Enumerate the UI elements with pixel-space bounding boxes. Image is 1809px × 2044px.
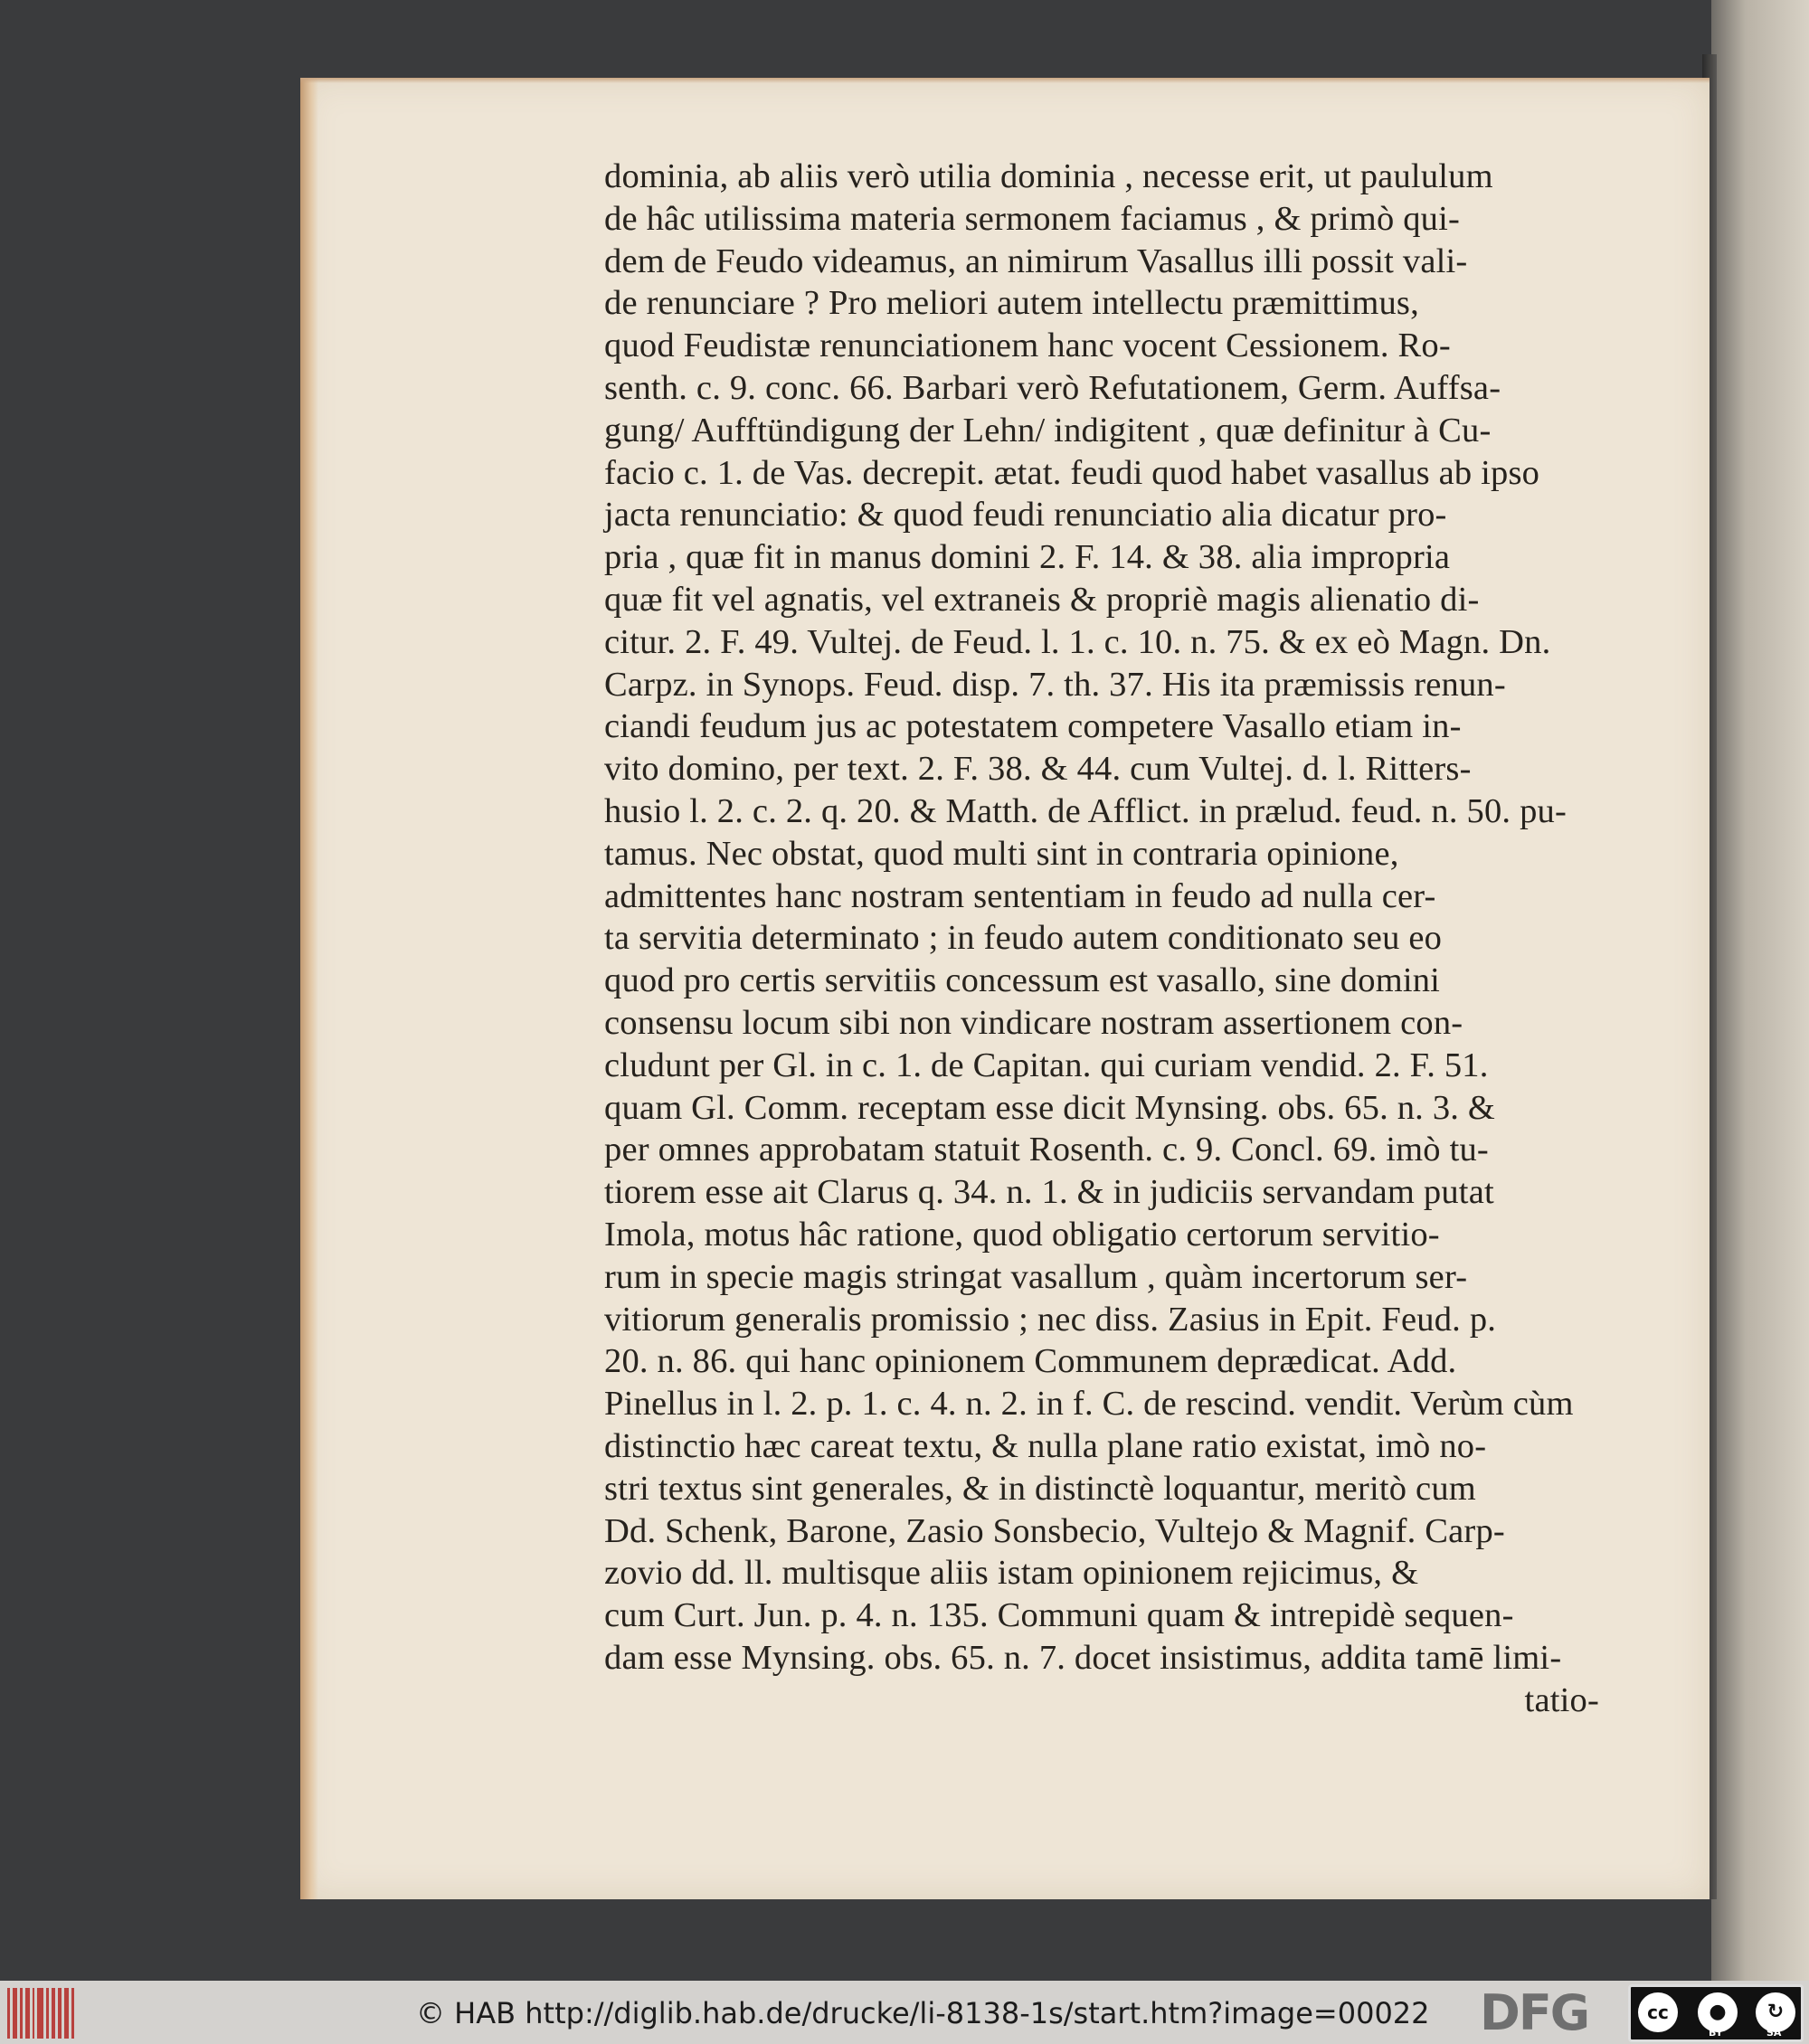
text-line: cum Curt. Jun. p. 4. n. 135. Communi quam & intrepidè sequen- — [604, 1596, 1514, 1635]
text-line: Imola, motus hâc ratione, quod obligatio certorum servitio- — [604, 1215, 1440, 1254]
sa-label: SA — [1766, 2027, 1782, 2039]
text-line: de hâc utilissima materia sermonem faciamus , & primò qui- — [604, 199, 1461, 238]
text-line: vito domino, per text. 2. F. 38. & 44. cum Vultej. d. l. Ritters- — [604, 750, 1472, 789]
text-line: vitiorum generalis promissio ; nec diss. Zasius in Epit. Feud. p. — [604, 1300, 1497, 1339]
text-line: tamus. Nec obstat, quod multi sint in contraria opinione, — [604, 834, 1399, 873]
text-line: consensu locum sibi non vindicare nostram assertionem con- — [604, 1003, 1463, 1042]
page-top-edge — [300, 78, 1710, 83]
by-label: BY — [1709, 2027, 1723, 2039]
text-line: dam esse Mynsing. obs. 65. n. 7. docet insistimus, addita tamē limi- — [604, 1638, 1562, 1677]
by-icon: ● — [1698, 1992, 1738, 2032]
text-line: quod Feudistæ renunciationem hanc vocent Cessionem. Ro- — [604, 326, 1451, 365]
barcode-logo-icon[interactable] — [7, 1988, 74, 2039]
text-line: Pinellus in l. 2. p. 1. c. 4. n. 2. in f. C. de rescind. vendit. Verùm cùm — [604, 1385, 1574, 1424]
text-line: facio c. 1. de Vas. decrepit. ætat. feudi quod habet vasallus ab ipso — [604, 453, 1540, 492]
text-line: citur. 2. F. 49. Vultej. de Feud. l. 1. c. 10. n. 75. & ex eò Magn. Dn. — [604, 622, 1551, 661]
sa-icon: ↻ — [1756, 1992, 1795, 2032]
text-line: quod pro certis servitiis concessum est vasallo, sine domini — [604, 961, 1441, 1000]
text-line: zovio dd. ll. multisque aliis istam opinionem rejicimus, & — [604, 1554, 1419, 1593]
text-line: quam Gl. Comm. receptam esse dicit Mynsing. obs. 65. n. 3. & — [604, 1088, 1496, 1127]
next-page-edge — [1711, 0, 1809, 1981]
cc-icon: cc — [1638, 1992, 1678, 2032]
text-line: Dd. Schenk, Barone, Zasio Sonsbecio, Vultejo & Magnif. Carp- — [604, 1511, 1505, 1550]
license-badge[interactable] — [1628, 1984, 1804, 2042]
text-line: senth. c. 9. conc. 66. Barbari verò Refutationem, Germ. Auffsa- — [604, 368, 1501, 407]
text-line: husio l. 2. c. 2. q. 20. & Matth. de Afflict. in prælud. feud. n. 50. pu- — [604, 791, 1567, 830]
text-line: admittentes hanc nostram sententiam in feudo ad nulla cer- — [604, 876, 1436, 915]
page-left-edge — [300, 78, 318, 1899]
text-line: cludunt per Gl. in c. 1. de Capitan. qui curiam vendid. 2. F. 51. — [604, 1046, 1489, 1084]
page-text — [604, 156, 1599, 1721]
text-line: pria , quæ fit in manus domini 2. F. 14. & 38. alia impropria — [604, 538, 1451, 577]
text-line: ciandi feudum jus ac potestatem competere Vasallo etiam in- — [604, 707, 1462, 746]
text-line: quæ fit vel agnatis, vel extraneis & propriè magis alienatio di- — [604, 580, 1480, 619]
text-line: rum in specie magis stringat vasallum , quàm incertorum ser- — [604, 1257, 1468, 1296]
text-line: dem de Feudo videamus, an nimirum Vasallus illi possit vali- — [604, 241, 1468, 280]
text-line: jacta renunciatio: & quod feudi renunciatio alia dicatur pro- — [604, 496, 1447, 535]
text-line: stri textus sint generales, & in distinctè loquantur, meritò cum — [604, 1469, 1476, 1508]
text-line: per omnes approbatam statuit Rosenth. c. 9. Concl. 69. imò tu- — [604, 1131, 1489, 1169]
dfg-logo[interactable]: DFG — [1480, 1984, 1589, 2041]
text-line: dominia, ab aliis verò utilia dominia , necesse erit, ut paululum — [604, 157, 1493, 195]
text-line: 20. n. 86. qui hanc opinionem Communem deprædicat. Add. — [604, 1342, 1457, 1381]
text-line: ta servitia determinato ; in feudo autem conditionato seu eo — [604, 919, 1443, 958]
text-line: distinctio hæc careat textu, & nulla plane ratio existat, imò no- — [604, 1426, 1487, 1465]
text-line: de renunciare ? Pro meliori autem intellectu præmittimus, — [604, 284, 1419, 323]
catchword: tatio- — [1524, 1680, 1599, 1719]
text-line: tiorem esse ait Clarus q. 34. n. 1. & in judiciis servandam putat — [604, 1173, 1494, 1212]
image-citation-link[interactable]: © HAB http://diglib.hab.de/drucke/li-8138-1s/start.htm?image=00022 — [416, 1996, 1430, 2030]
text-line: gung/ Aufftündigung der Lehn/ indigitent , quæ definitur à Cu- — [604, 411, 1492, 449]
text-line: Carpz. in Synops. Feud. disp. 7. th. 37. His ita præmissis renun- — [604, 665, 1506, 704]
